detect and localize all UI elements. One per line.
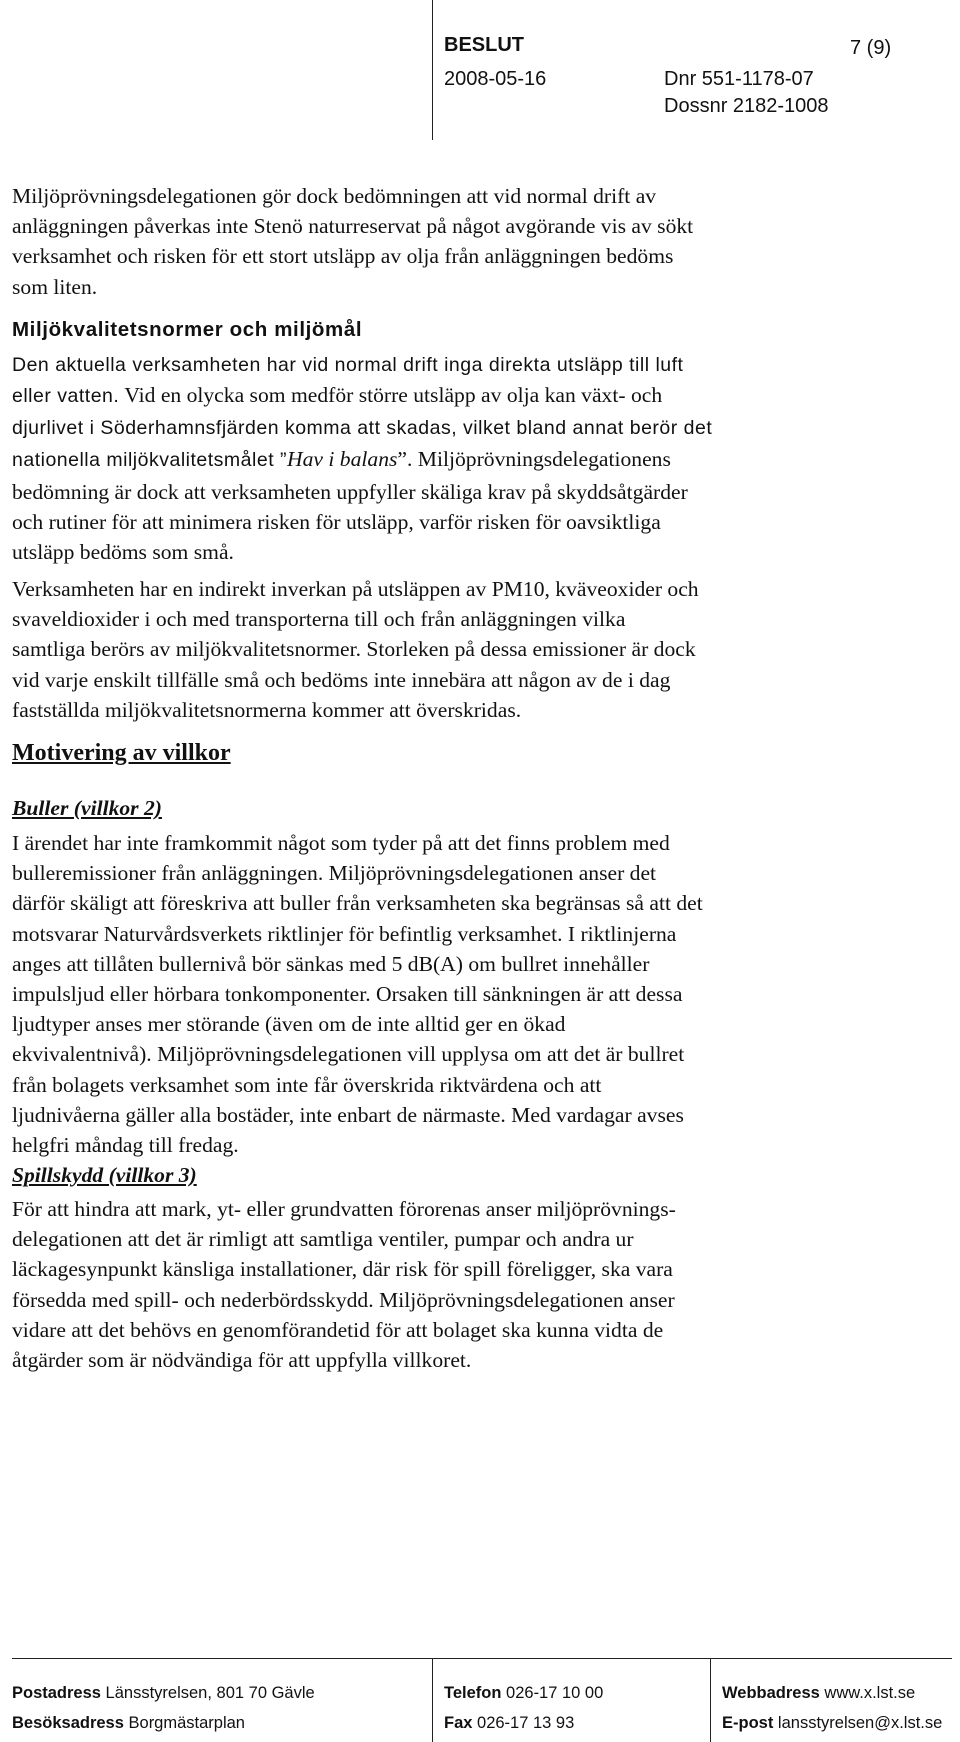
footer-label: Fax bbox=[444, 1714, 473, 1732]
text-line: anläggningen påverkas inte Stenö naturreservat på något avgörande vis av sökt bbox=[12, 214, 694, 239]
text-line: helgfri måndag till fredag. bbox=[12, 1133, 239, 1158]
text-line: För att hindra att mark, yt- eller grundvatten förorenas anser miljöprövnings- bbox=[12, 1197, 676, 1221]
footer-telefon bbox=[444, 1684, 603, 1703]
text-line: ljudtyper anses mer störande (även om de inte alltid ger en ökad bbox=[12, 1012, 566, 1037]
text-line: ljudnivåerna gäller alla bostäder, inte enbart de närmaste. Med vardagar avses bbox=[12, 1102, 684, 1127]
footer-fax bbox=[444, 1714, 574, 1733]
text-line: Verksamheten har en indirekt inverkan på utsläppen av PM10, kväveoxider och bbox=[12, 577, 699, 601]
text-line: och rutiner för att minimera risken för utsläpp, varför risken för oavsiktliga bbox=[12, 510, 661, 535]
page-number: 7 (9) bbox=[850, 37, 892, 59]
footer-besoksadress bbox=[12, 1714, 245, 1733]
footer-top-rule bbox=[12, 1658, 952, 1659]
footer-label: Webbadress bbox=[722, 1684, 820, 1702]
text-line: I ärendet har inte framkommit något som tyder på att det finns problem med bbox=[12, 831, 670, 855]
text-line: åtgärder som är nödvändiga för att uppfylla villkoret. bbox=[12, 1348, 472, 1373]
text-line: vidare att det behövs en genomförandetid för att bolaget ska kunna vidta de bbox=[12, 1317, 664, 1342]
footer-epost bbox=[722, 1714, 942, 1733]
paragraph-3 bbox=[12, 574, 847, 725]
text-line: delegationen att det är rimligt att samtliga ventiler, pumpar och andra ur bbox=[12, 1227, 634, 1252]
text-line: djurlivet i Söderhamnsfjärden komma att skadas, vilket bland annat berör det bbox=[12, 417, 713, 440]
text-line: impulsljud eller hörbara tonkomponenter. Orsaken till sänkningen är att dessa bbox=[12, 982, 683, 1007]
text-span: nationella miljökvalitetsmålet ” bbox=[12, 448, 288, 471]
text-line: anges att tillåten bullernivå bör sänkas med 5 dB(A) om bullret innehåller bbox=[12, 951, 650, 976]
footer-divider bbox=[432, 1658, 433, 1742]
text-span: Vid en olycka som medför större utsläpp av olja kan växt- och bbox=[119, 383, 663, 408]
text-line: bulleremissioner från anläggningen. Miljöprövningsdelegationen anser det bbox=[12, 861, 657, 886]
paragraph-2 bbox=[12, 350, 852, 567]
footer-value: Borgmästarplan bbox=[123, 1714, 245, 1732]
text-line: som liten. bbox=[12, 274, 98, 299]
text-line: ekvivalentnivå). Miljöprövningsdelegationen vill upplysa om att det är bullret bbox=[12, 1042, 685, 1067]
text-line: därför skäligt att föreskriva att buller från verksamheten ska begränsas så att det bbox=[12, 891, 703, 916]
text-line: utsläpp bedöms som små. bbox=[12, 540, 234, 565]
text-line bbox=[12, 444, 852, 477]
text-line: svaveldioxider i och med transporterna till och från anläggningen vilka bbox=[12, 607, 626, 632]
header-divider bbox=[432, 0, 433, 140]
text-line: försedda med spill- och nederbördsskydd. Miljöprövningsdelegationen anser bbox=[12, 1287, 675, 1312]
text-line bbox=[12, 380, 852, 413]
text-line: Miljöprövningsdelegationen gör dock bedömningen att vid normal drift av bbox=[12, 184, 657, 208]
footer-value: 026-17 13 93 bbox=[472, 1714, 575, 1732]
footer-value: 026-17 10 00 bbox=[501, 1684, 604, 1702]
doc-date: 2008-05-16 bbox=[444, 68, 547, 90]
text-line: vid varje enskilt tillfälle små och bedöms inte innebära att någon av de i dag bbox=[12, 667, 671, 692]
dossnr-number: Dossnr 2182-1008 bbox=[664, 95, 829, 117]
footer-link[interactable]: lansstyrelsen@x.lst.se bbox=[773, 1714, 943, 1732]
footer-value: Länsstyrelsen, 801 70 Gävle bbox=[100, 1684, 315, 1702]
heading-motivering: Motivering av villkor bbox=[12, 740, 231, 766]
text-line: fastställda miljökvalitetsnormerna kommer att överskridas. bbox=[12, 697, 522, 722]
text-span: ”. Miljöprövningsdelegationens bbox=[397, 446, 671, 471]
footer-label: Telefon bbox=[444, 1684, 502, 1702]
text-line: Den aktuella verksamheten har vid normal drift inga direkta utsläpp till luft bbox=[12, 354, 684, 376]
paragraph-5 bbox=[12, 1194, 847, 1375]
footer-link[interactable]: www.x.lst.se bbox=[819, 1684, 916, 1702]
paragraph-4 bbox=[12, 828, 847, 1160]
heading-miljokvalitetsnormer: Miljökvalitetsnormer och miljömål bbox=[12, 318, 363, 341]
text-line: bedömning är dock att verksamheten uppfyller skäliga krav på skyddsåtgärder bbox=[12, 479, 688, 504]
text-line: motsvarar Naturvårdsverkets riktlinjer för befintlig verksamhet. I riktlinjerna bbox=[12, 921, 677, 946]
footer-label: E-post bbox=[722, 1714, 774, 1732]
footer-webbadress bbox=[722, 1684, 915, 1703]
footer-divider bbox=[710, 1658, 711, 1742]
footer-label: Besöksadress bbox=[12, 1714, 124, 1732]
text-span: eller vatten. bbox=[12, 385, 120, 408]
text-line: läckagesynpunkt känsliga installationer, där risk för spill föreligger, ska vara bbox=[12, 1257, 673, 1282]
paragraph-1 bbox=[12, 181, 847, 302]
doc-type: BESLUT bbox=[444, 34, 524, 56]
text-line: från bolagets verksamhet som inte får överskrida riktvärdena och att bbox=[12, 1072, 602, 1097]
footer-postadress bbox=[12, 1684, 315, 1703]
dnr-number: Dnr 551-1178-07 bbox=[664, 68, 814, 90]
footer-label: Postadress bbox=[12, 1684, 101, 1702]
text-line: verksamhet och risken för ett stort utsläpp av olja från anläggningen bedöms bbox=[12, 244, 674, 269]
heading-buller: Buller (villkor 2) bbox=[12, 796, 162, 820]
text-line: samtliga berörs av miljökvalitetsnormer. Storleken på dessa emissioner är dock bbox=[12, 637, 696, 662]
heading-spillskydd: Spillskydd (villkor 3) bbox=[12, 1163, 197, 1187]
emphasis-text: Hav i balans bbox=[287, 446, 398, 471]
